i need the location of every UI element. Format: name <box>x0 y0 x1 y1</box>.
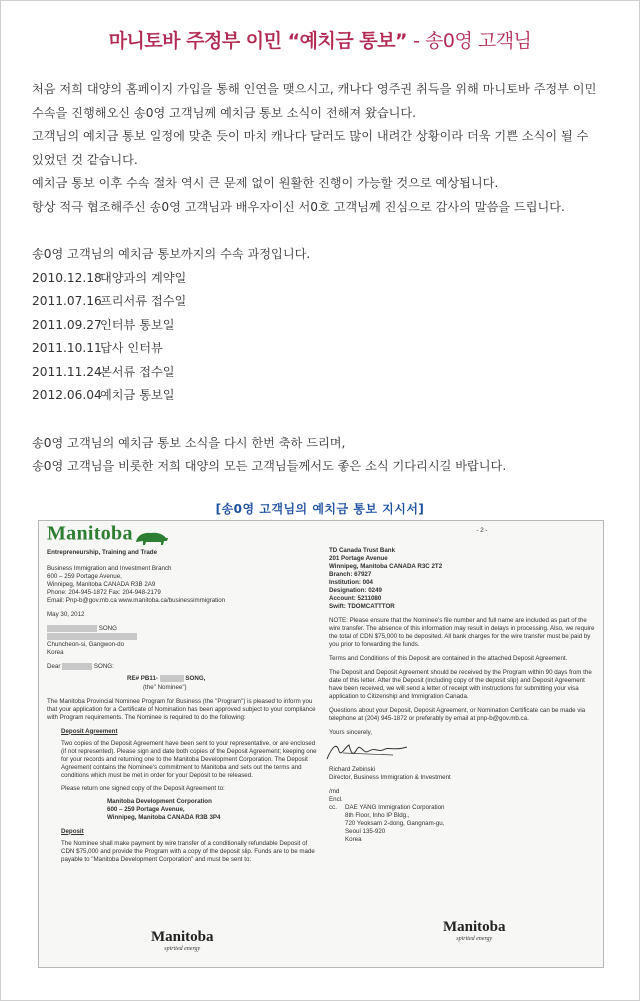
letterhead <box>47 522 319 547</box>
department-name: Entrepreneurship, Training and Trade <box>47 549 158 556</box>
deposit-agreement-text: Two copies of the Deposit Agreement have been sent to your representative, or are enclosed (if not represented). Please sign and date both copies of the Deposit Agreement; keeping one for your records and returning one to the Manitoba Development Corporation. The Deposit Agreement contains the Nominee's commitment to Manitoba and sets out the terms and conditions which must be met in order for your Deposit to be released. <box>61 739 317 779</box>
mdc-address: Winnipeg, Manitoba CANADA R3B 3P4 <box>107 813 221 821</box>
return-instruction: Please return one signed copy of the Deposit Agreement to: <box>61 784 225 792</box>
closing-line-2: 송0영 고객님을 비롯한 저희 대양의 모든 고객님들께서도 좋은 소식 기다리시길 바랍니다. <box>32 459 507 473</box>
questions-paragraph: Questions about your Deposit, Deposit Agreement, or Nomination Certificate can be made via telephone at (204) 945-1872 or preferably by email at pnp-b@gov.mb.ca. <box>329 707 586 722</box>
salutation: Dear <box>47 663 61 671</box>
typist-initials: /md <box>329 788 340 795</box>
redacted-block <box>47 625 97 632</box>
timeline-row <box>32 267 612 291</box>
manitoba-logo: Manitoba <box>151 929 214 945</box>
tagline: spirited energy <box>456 936 493 942</box>
note-paragraph: NOTE: Please ensure that the Nominee's file number and full name are included as part of the wire transfer. The absence of this information may result in delays in processing. Also, we require the total of CDN $75,000 to be deposited. All bank charges for the wire transfer must be paid by you prior to forwarding the funds. <box>329 617 595 648</box>
timeline-row <box>32 384 612 408</box>
timeline-event: 인터뷰 통보일 <box>100 317 175 332</box>
recipient-country: Korea <box>47 649 64 657</box>
mdc-address: Manitoba Development Corporation <box>107 797 212 805</box>
nominee-label: (the" Nominee") <box>143 683 187 691</box>
intro-paragraph: The Manitoba Provincial Nominee Program for Business (the "Program") is pleased to inform you that your application for a Certificate of Nomination has been approved subject to your compliance with Program requirements. The Nominee is required to do the following: <box>47 697 316 721</box>
address-line: Email: Pnp-b@gov.mb.ca www.manitoba.ca/businessimmigration <box>47 597 226 604</box>
image-caption: [송0영 고객님의 예치금 통보 지시서] <box>215 502 425 516</box>
footer-logo-left <box>151 929 214 952</box>
title-sub: - 송0영 고객님 <box>413 30 532 52</box>
timeline-row <box>32 337 612 361</box>
timeline-row <box>32 314 612 338</box>
bank-line: Swift: TDOMCATTTOR <box>329 603 395 610</box>
manitoba-logo: Manitoba <box>443 919 506 935</box>
closing-line-1: 송0영 고객님의 예치금 통보 소식을 다시 한번 축하 드리며, <box>32 435 346 450</box>
address-line: Phone: 204-945-1872 Fax: 204-948-2179 <box>47 589 161 596</box>
redacted-block <box>160 675 184 682</box>
cc-label: cc. <box>329 804 337 811</box>
timeline-date: 2011.07.16 <box>32 294 102 308</box>
cc-line: DAE YANG Immigration Corporation <box>345 804 445 811</box>
bank-line: Branch: 67927 <box>329 571 372 578</box>
address-line: Winnipeg, Manitoba CANADA R3B 2A9 <box>47 581 156 588</box>
timeline-date: 2010.12.18 <box>32 270 102 285</box>
cc-line: Seoul 135-920 <box>345 828 386 835</box>
article-body <box>32 78 612 479</box>
address-line: 600 – 259 Portage Avenue, <box>47 573 122 580</box>
signer-title: Director, Business Immigration & Investment <box>329 774 451 781</box>
timeline-event: 본서류 접수일 <box>100 364 175 379</box>
recipient-city: Chuncheon-si, Gangwon-do <box>47 641 125 649</box>
intro-line-1: 처음 저희 대양의 홈페이지 가입을 통해 인연을 맺으시고, 캐나다 영주권 취득을 위해 마니토바 주정부 이민 <box>32 82 597 96</box>
reference-line: RE# PB11- <box>127 675 158 683</box>
recipient-name: SONG <box>98 625 117 633</box>
bison-icon <box>134 529 170 547</box>
timeline-event: 답사 인터뷰 <box>100 341 163 355</box>
manitoba-logo: Manitoba <box>47 522 133 545</box>
bank-line: 201 Portage Avenue <box>329 555 388 562</box>
redacted-block <box>62 663 92 670</box>
timeline-event: 대양과의 계약일 <box>100 270 187 285</box>
cc-line: 8th Floor, Inho IP Bldg., <box>345 812 410 819</box>
salutation-name: SONG: <box>93 663 114 671</box>
bank-line: Account: 5211080 <box>329 595 382 602</box>
redacted-block <box>47 633 137 640</box>
page-title <box>0 26 640 53</box>
bank-line: Winnipeg, Manitoba CANADA R3C 2T2 <box>329 563 443 570</box>
intro-line-5: 예치금 통보 이후 수속 절차 역시 큰 문제 없이 원활한 진행이 가능할 것으로 예상됩니다. <box>32 176 499 190</box>
timeline-event: 프리서류 접수일 <box>100 294 187 308</box>
title-main: 마니토바 주정부 이민 “예치금 통보” <box>108 30 407 52</box>
deposit-text: The Nominee shall make payment by wire transfer of a conditionally refundable Deposit of CDN $75,000 and provide the Program with a copy of the deposit slip. Funds are to be made payable to "Manitoba Development Corporation" and must be sent to: <box>61 839 315 863</box>
enclosure: Encl. <box>329 796 343 803</box>
page-number: - 2 - <box>476 527 488 534</box>
timeline-date: 2011.09.27 <box>32 317 102 332</box>
bank-line: Designation: 0249 <box>329 587 382 594</box>
letter-left-column <box>47 522 319 864</box>
timeline-event: 예치금 통보일 <box>100 388 175 402</box>
signature-icon <box>323 741 413 763</box>
deposit-heading: Deposit <box>61 827 84 835</box>
timeline-row <box>32 290 612 314</box>
process-heading: 송0영 고객님의 예치금 통보까지의 수속 과정입니다. <box>32 247 311 261</box>
intro-line-2: 수속을 진행해오신 송0영 고객님께 예치금 통보 소식이 전해져 왔습니다. <box>32 105 417 120</box>
tagline: spirited energy <box>164 946 201 952</box>
timeline-date: 2011.10.11 <box>32 341 102 355</box>
terms-paragraph: Terms and Conditions of this Deposit are contained in the attached Deposit Agreement. <box>329 655 568 662</box>
address-line: Business Immigration and Investment Branch <box>47 565 172 572</box>
mdc-address: 600 – 259 Portage Avenue, <box>107 805 185 813</box>
intro-line-3: 고객님의 예치금 통보 일정에 맞춘 듯이 마치 캐나다 달러도 많이 내려간 상황이라 더욱 기쁜 소식이 될 수 <box>32 129 589 143</box>
footer-logo-right <box>443 919 506 942</box>
intro-line-4: 있었던 것 같습니다. <box>32 152 138 167</box>
timeline-date: 2012.06.04 <box>32 388 102 402</box>
letter-date: May 30, 2012 <box>47 611 85 618</box>
letter-closing: Yours sincerely, <box>329 729 372 736</box>
scanned-letter <box>38 520 604 968</box>
cc-line: 720 Yeoksam 2-dong, Gangnam-gu, <box>345 820 445 827</box>
bank-line: TD Canada Trust Bank <box>329 547 396 554</box>
deposit-agreement-heading: Deposit Agreement <box>61 727 118 735</box>
bank-line: Institution: 004 <box>329 579 374 586</box>
timeline-date: 2011.11.24 <box>32 364 102 379</box>
received-paragraph: The Deposit and Deposit Agreement should be received by the Program within 90 days from the date of this letter. After the Deposit (including copy of the deposit slip) and Deposit Agreement have been received, we will send a letter of receipt with instructions for submitting your visa application to Citizenship and Immigration Canada. <box>329 669 592 700</box>
cc-line: Korea <box>345 836 362 843</box>
signer-name: Richard Zebinski <box>329 766 376 773</box>
letter-right-column <box>329 527 595 844</box>
intro-line-6: 항상 적극 협조해주신 송0영 고객님과 배우자이신 서0호 고객님께 진심으로 감사의 말씀을 드립니다. <box>32 199 565 214</box>
timeline-row <box>32 361 612 385</box>
reference-name: SONG, <box>185 675 206 683</box>
